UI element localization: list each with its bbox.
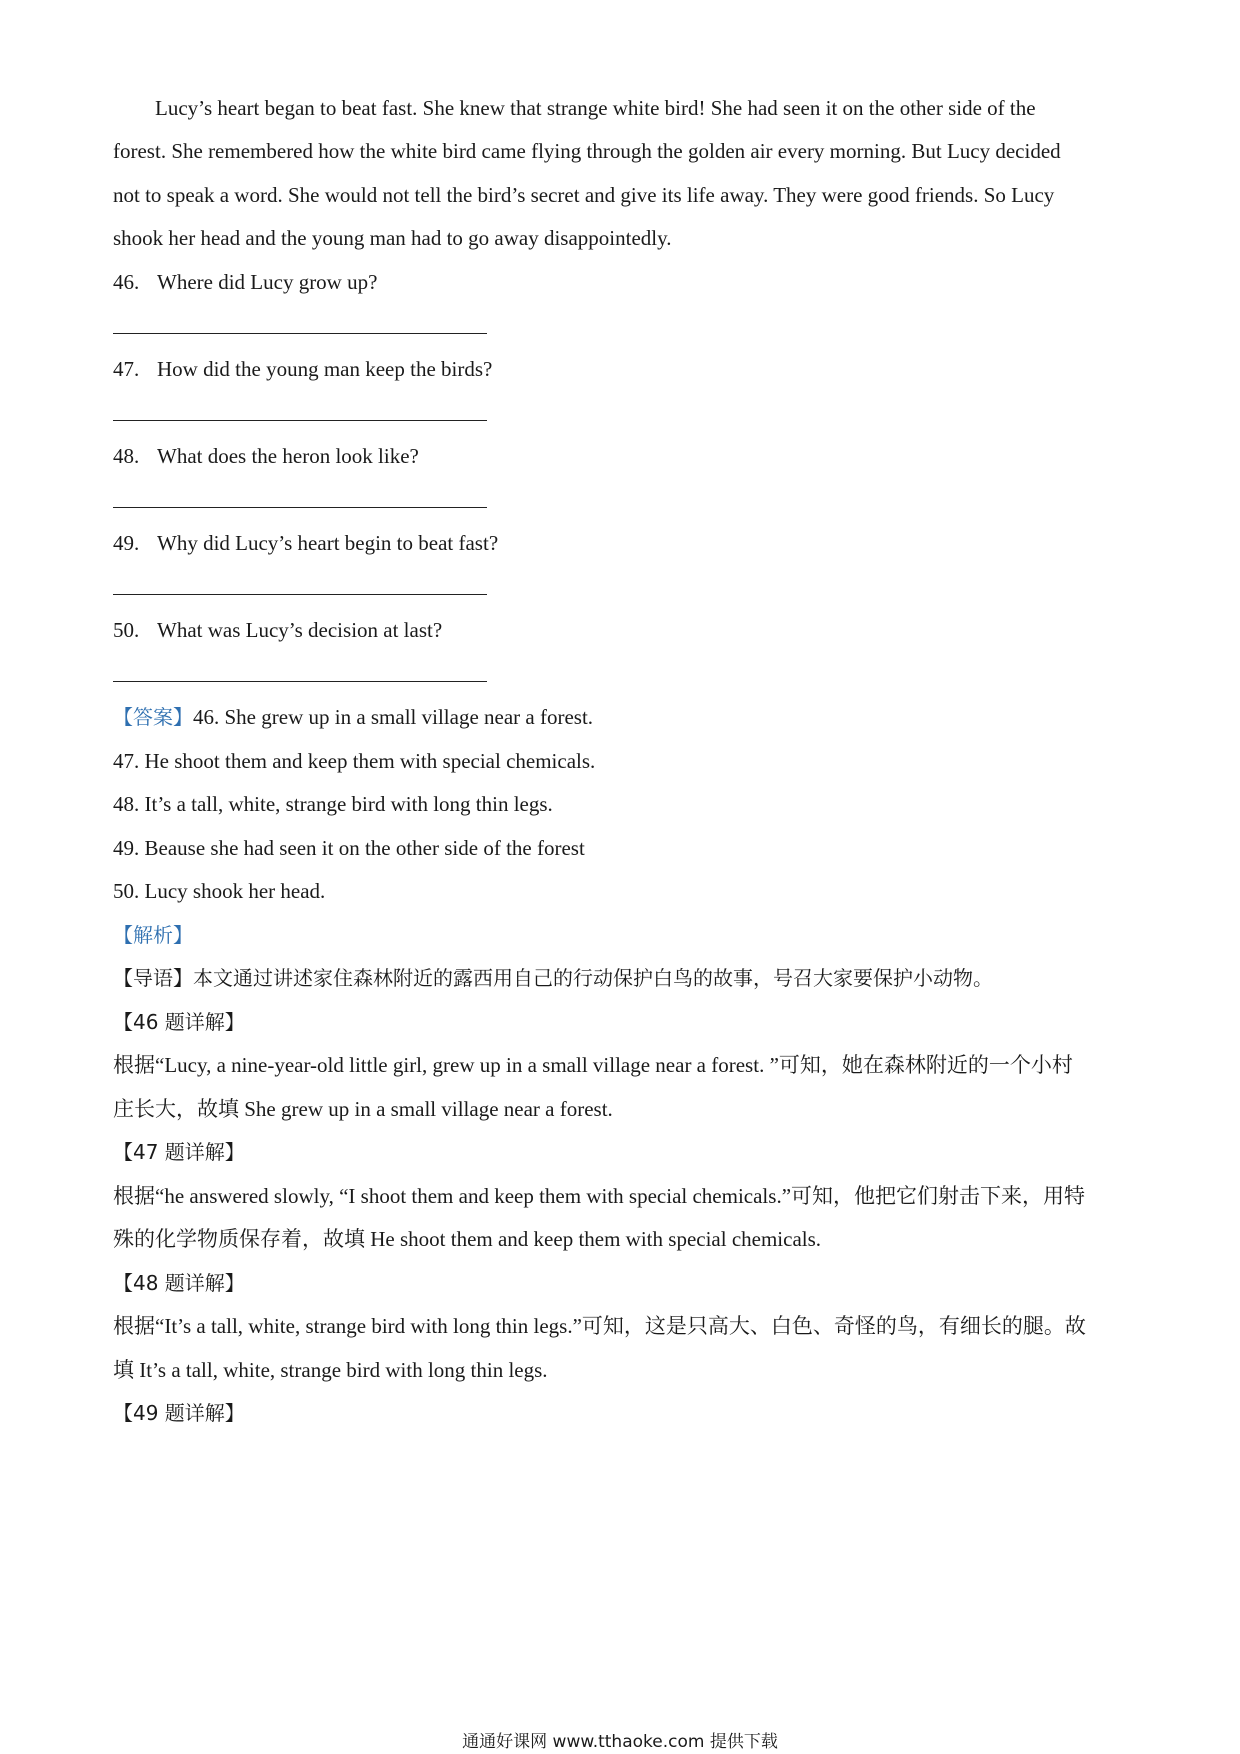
answer-blank-46[interactable] xyxy=(113,333,487,334)
detail-line: 根据“It’s a tall, white, strange bird with long thin legs.”可知，这是只高大、白色、奇怪的鸟，有细长的腿。故 xyxy=(113,1314,1086,1338)
intro-text: 【导语】本文通过讲述家住森林附近的露西用自己的行动保护白鸟的故事，号召大家要保护小动物。 xyxy=(113,966,993,990)
detail-line: 根据“he answered slowly, “I shoot them and keep them with special chemicals.”可知，他把它们射击下来，用特 xyxy=(113,1184,1086,1208)
answer-blank-47[interactable] xyxy=(113,420,487,421)
answer-label: 【答案】 xyxy=(113,705,193,729)
question-number: 50. xyxy=(113,618,140,642)
question-number: 49. xyxy=(113,531,140,555)
detail-line: 殊的化学物质保存着，故填 He shoot them and keep them with special chemicals. xyxy=(113,1227,822,1251)
question-text: What was Lucy’s decision at last? xyxy=(157,618,443,642)
question-number: 47. xyxy=(113,357,140,381)
question-text: Where did Lucy grow up? xyxy=(157,270,378,294)
answer-text: 46. She grew up in a small village near a forest. xyxy=(193,705,594,729)
answer-48: 48. It’s a tall, white, strange bird with long thin legs. xyxy=(113,792,553,816)
detail-heading-48: 【48 题详解】 xyxy=(113,1271,245,1295)
detail-line: 根据“Lucy, a nine-year-old little girl, grew up in a small village near a forest. ”可知，她在森林附近的一个小村 xyxy=(113,1053,1073,1077)
answer-49: 49. Beause she had seen it on the other side of the forest xyxy=(113,836,585,860)
question-text: Why did Lucy’s heart begin to beat fast? xyxy=(157,531,499,555)
question-text: What does the heron look like? xyxy=(157,444,419,468)
answer-46 xyxy=(113,703,593,731)
question-46 xyxy=(113,268,377,296)
passage-line: Lucy’s heart began to beat fast. She knew that strange white bird! She had seen it on the other side of the xyxy=(155,96,1036,120)
detail-line: 庄长大，故填 She grew up in a small village near a forest. xyxy=(113,1097,613,1121)
question-text: How did the young man keep the birds? xyxy=(157,357,493,381)
detail-heading-49: 【49 题详解】 xyxy=(113,1401,245,1425)
analysis-label: 【解析】 xyxy=(113,923,193,947)
question-number: 46. xyxy=(113,270,140,294)
answer-blank-48[interactable] xyxy=(113,507,487,508)
answer-blank-50[interactable] xyxy=(113,681,487,682)
footer-watermark: 通通好课网 www.tthaoke.com 提供下载 xyxy=(462,1732,778,1752)
passage-line: not to speak a word. She would not tell the bird’s secret and give its life away. They were good friends. So Lucy xyxy=(113,183,1055,207)
answer-blank-49[interactable] xyxy=(113,594,487,595)
detail-heading-46: 【46 题详解】 xyxy=(113,1010,245,1034)
answer-47: 47. He shoot them and keep them with special chemicals. xyxy=(113,749,596,773)
answer-50: 50. Lucy shook her head. xyxy=(113,879,326,903)
question-47 xyxy=(113,355,492,383)
question-number: 48. xyxy=(113,444,140,468)
detail-heading-47: 【47 题详解】 xyxy=(113,1140,245,1164)
question-48 xyxy=(113,442,419,470)
passage-line: shook her head and the young man had to go away disappointedly. xyxy=(113,226,672,250)
passage-line: forest. She remembered how the white bird came flying through the golden air every morning. But Lucy decided xyxy=(113,139,1061,163)
question-50 xyxy=(113,616,442,644)
detail-line: 填 It’s a tall, white, strange bird with long thin legs. xyxy=(113,1358,548,1382)
question-49 xyxy=(113,529,498,557)
